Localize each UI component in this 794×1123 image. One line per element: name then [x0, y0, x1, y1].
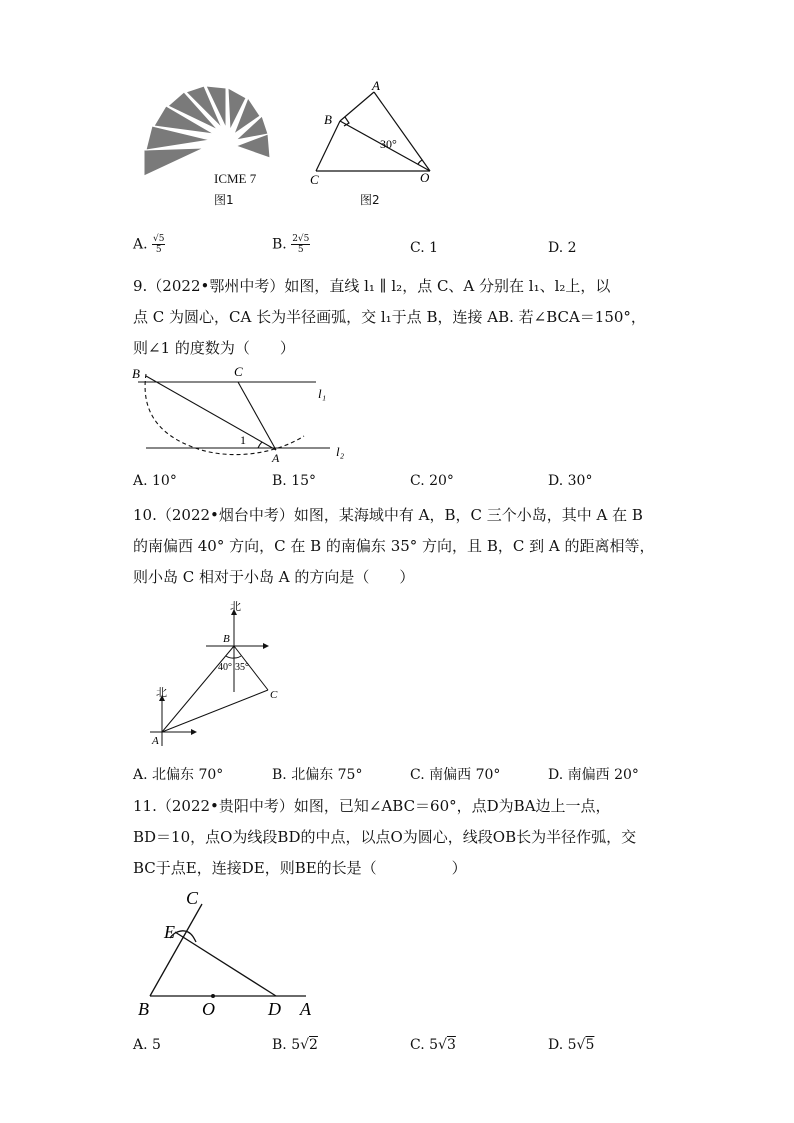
- q11-option-b-label: B. 5: [272, 1037, 301, 1053]
- q9-option-c[interactable]: C. 20°: [410, 473, 454, 489]
- q9-option-b[interactable]: B. 15°: [272, 473, 317, 489]
- q11-option-d[interactable]: [548, 1037, 594, 1053]
- q9-option-a[interactable]: A. 10°: [133, 473, 177, 489]
- q9-label-l1: l₁: [318, 386, 327, 401]
- q11-label-d: D: [268, 999, 281, 1019]
- q9-text-line-1: 9.（2022•鄂州中考）如图，直线 l₁ ∥ l₂，点 C、A 分别在 l₁、l₂上，以: [133, 277, 611, 295]
- fig2-label-a: A: [372, 78, 380, 93]
- q10-text-line-2: 的南偏西 40° 方向，C 在 B 的南偏东 35° 方向，且 B，C 到 A 的距离相等，: [133, 537, 655, 555]
- q9-label-l2: l₂: [336, 444, 345, 459]
- q10-option-b[interactable]: B. 北偏东 75°: [272, 767, 363, 783]
- figure-1-icme-logo: [138, 78, 278, 208]
- q10-north-b: 北: [230, 601, 241, 613]
- q11-option-c-label: C. 5: [410, 1037, 439, 1053]
- q11-figure: [130, 882, 330, 1022]
- q8-option-b[interactable]: [272, 234, 310, 255]
- q11-option-c[interactable]: [410, 1037, 456, 1053]
- q10-text-line-3: 则小岛 C 相对于小岛 A 的方向是（ ）: [133, 568, 415, 586]
- q10-angle-40: 40°: [218, 662, 232, 673]
- q10-angle-35: 35°: [235, 662, 249, 673]
- q8-option-a[interactable]: [133, 234, 165, 255]
- q11-label-e: E: [164, 922, 175, 942]
- q10-label-c: C: [270, 689, 278, 701]
- fig2-label-c: C: [310, 172, 319, 187]
- q10-figure: [140, 598, 300, 750]
- q11-label-a: A: [300, 999, 311, 1019]
- q11-text-line-3: BC于点E，连接DE，则BE的长是（ ）: [133, 859, 467, 877]
- q11-text-line-1: 11.（2022•贵阳中考）如图，已知∠ABC＝60°，点D为BA边上一点，: [133, 797, 611, 815]
- q8-option-c[interactable]: C. 1: [410, 240, 439, 256]
- fig2-label-o: O: [420, 170, 430, 185]
- q9-label-b: B: [132, 366, 140, 381]
- q8-option-b-fraction: $\frac{2√5}{5}$: [292, 234, 310, 255]
- q11-label-b: B: [138, 999, 149, 1019]
- q9-option-d[interactable]: D. 30°: [548, 473, 593, 489]
- q10-text-line-1: 10.（2022•烟台中考）如图，某海域中有 A，B，C 三个小岛，其中 A 在 B: [133, 506, 643, 524]
- q11-option-d-label: D. 5: [548, 1037, 577, 1053]
- q10-option-c[interactable]: C. 南偏西 70°: [410, 767, 501, 783]
- q11-option-b[interactable]: [272, 1037, 318, 1053]
- q11-label-o: O: [202, 999, 215, 1019]
- q10-label-b: B: [223, 633, 230, 645]
- q9-text-line-3: 则∠1 的度数为（ ）: [133, 339, 295, 357]
- q11-option-c-sqrt: √3: [438, 1037, 456, 1053]
- q9-text-line-2: 点 C 为圆心，CA 长为半径画弧，交 l₁于点 B，连接 AB. 若∠BCA＝150°，: [133, 308, 646, 326]
- q10-option-a[interactable]: A. 北偏东 70°: [133, 767, 224, 783]
- q11-option-b-sqrt: √2: [300, 1037, 318, 1053]
- q9-label-a: A: [272, 451, 280, 462]
- figure-2-caption: 图2: [360, 193, 380, 207]
- q8-option-b-label: B.: [272, 236, 287, 253]
- q8-option-a-label: A.: [133, 236, 148, 253]
- q11-text-line-2: BD＝10，点O为线段BD的中点，以点O为圆心，线段OB长为半径作弧，交: [133, 828, 637, 846]
- fig2-label-b: B: [324, 112, 332, 127]
- q10-option-d[interactable]: D. 南偏西 20°: [548, 767, 639, 783]
- figure-1-caption: 图1: [214, 193, 234, 207]
- q8-option-d[interactable]: D. 2: [548, 240, 577, 256]
- figure-2-triangle: [304, 78, 444, 188]
- q9-figure: [128, 362, 358, 462]
- q11-label-c: C: [186, 888, 199, 908]
- q9-label-c: C: [234, 364, 243, 379]
- q8-option-a-fraction: $\frac{√5}{5}$: [153, 234, 165, 255]
- q9-angle-one: 1: [240, 433, 246, 447]
- q10-north-a: 北: [156, 687, 167, 699]
- q11-option-d-sqrt: √5: [576, 1037, 595, 1053]
- fig2-angle-label: 30°: [380, 137, 397, 151]
- q10-label-a: A: [152, 735, 159, 747]
- figure-1-caption-icme: ICME 7: [214, 171, 257, 186]
- q11-point-o: [211, 994, 215, 998]
- q11-option-a[interactable]: A. 5: [133, 1037, 161, 1053]
